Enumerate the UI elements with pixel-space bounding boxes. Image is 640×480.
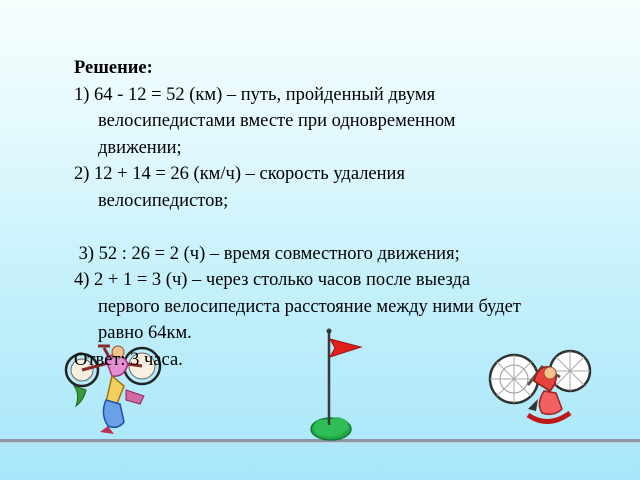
step-1-text: 64 - 12 = 52 (км) – путь, пройденный двумя [89, 84, 436, 105]
step-3-line-1: 3) 52 : 26 = 2 (ч) – время совместного движения; [74, 243, 460, 264]
answer-line: Ответ: 3 часа. [74, 349, 183, 370]
step-2-number: 2) [74, 164, 90, 184]
step-1-line-3: движении; [98, 137, 182, 158]
step-1-number: 1) [74, 84, 90, 105]
solution-text [74, 55, 614, 373]
solution-heading: Решение: [74, 58, 153, 78]
step-1-line-2: велосипедистами вместе при одновременном [98, 111, 456, 131]
step-2-line-1 [74, 161, 614, 188]
step-1-line-1 [74, 82, 614, 109]
step-4-line-1: 4) 2 + 1 = 3 (ч) – через столько часов после выезда [74, 270, 471, 290]
step-4-line-2: первого велосипедиста расстояние между ними будет [98, 296, 521, 317]
blank-line [74, 214, 614, 241]
step-2-text: 12 + 14 = 26 (км/ч) – скорость удаления [89, 164, 405, 184]
step-4-line-3: равно 64км. [98, 323, 192, 343]
step-2-line-2: велосипедистов; [98, 190, 229, 211]
